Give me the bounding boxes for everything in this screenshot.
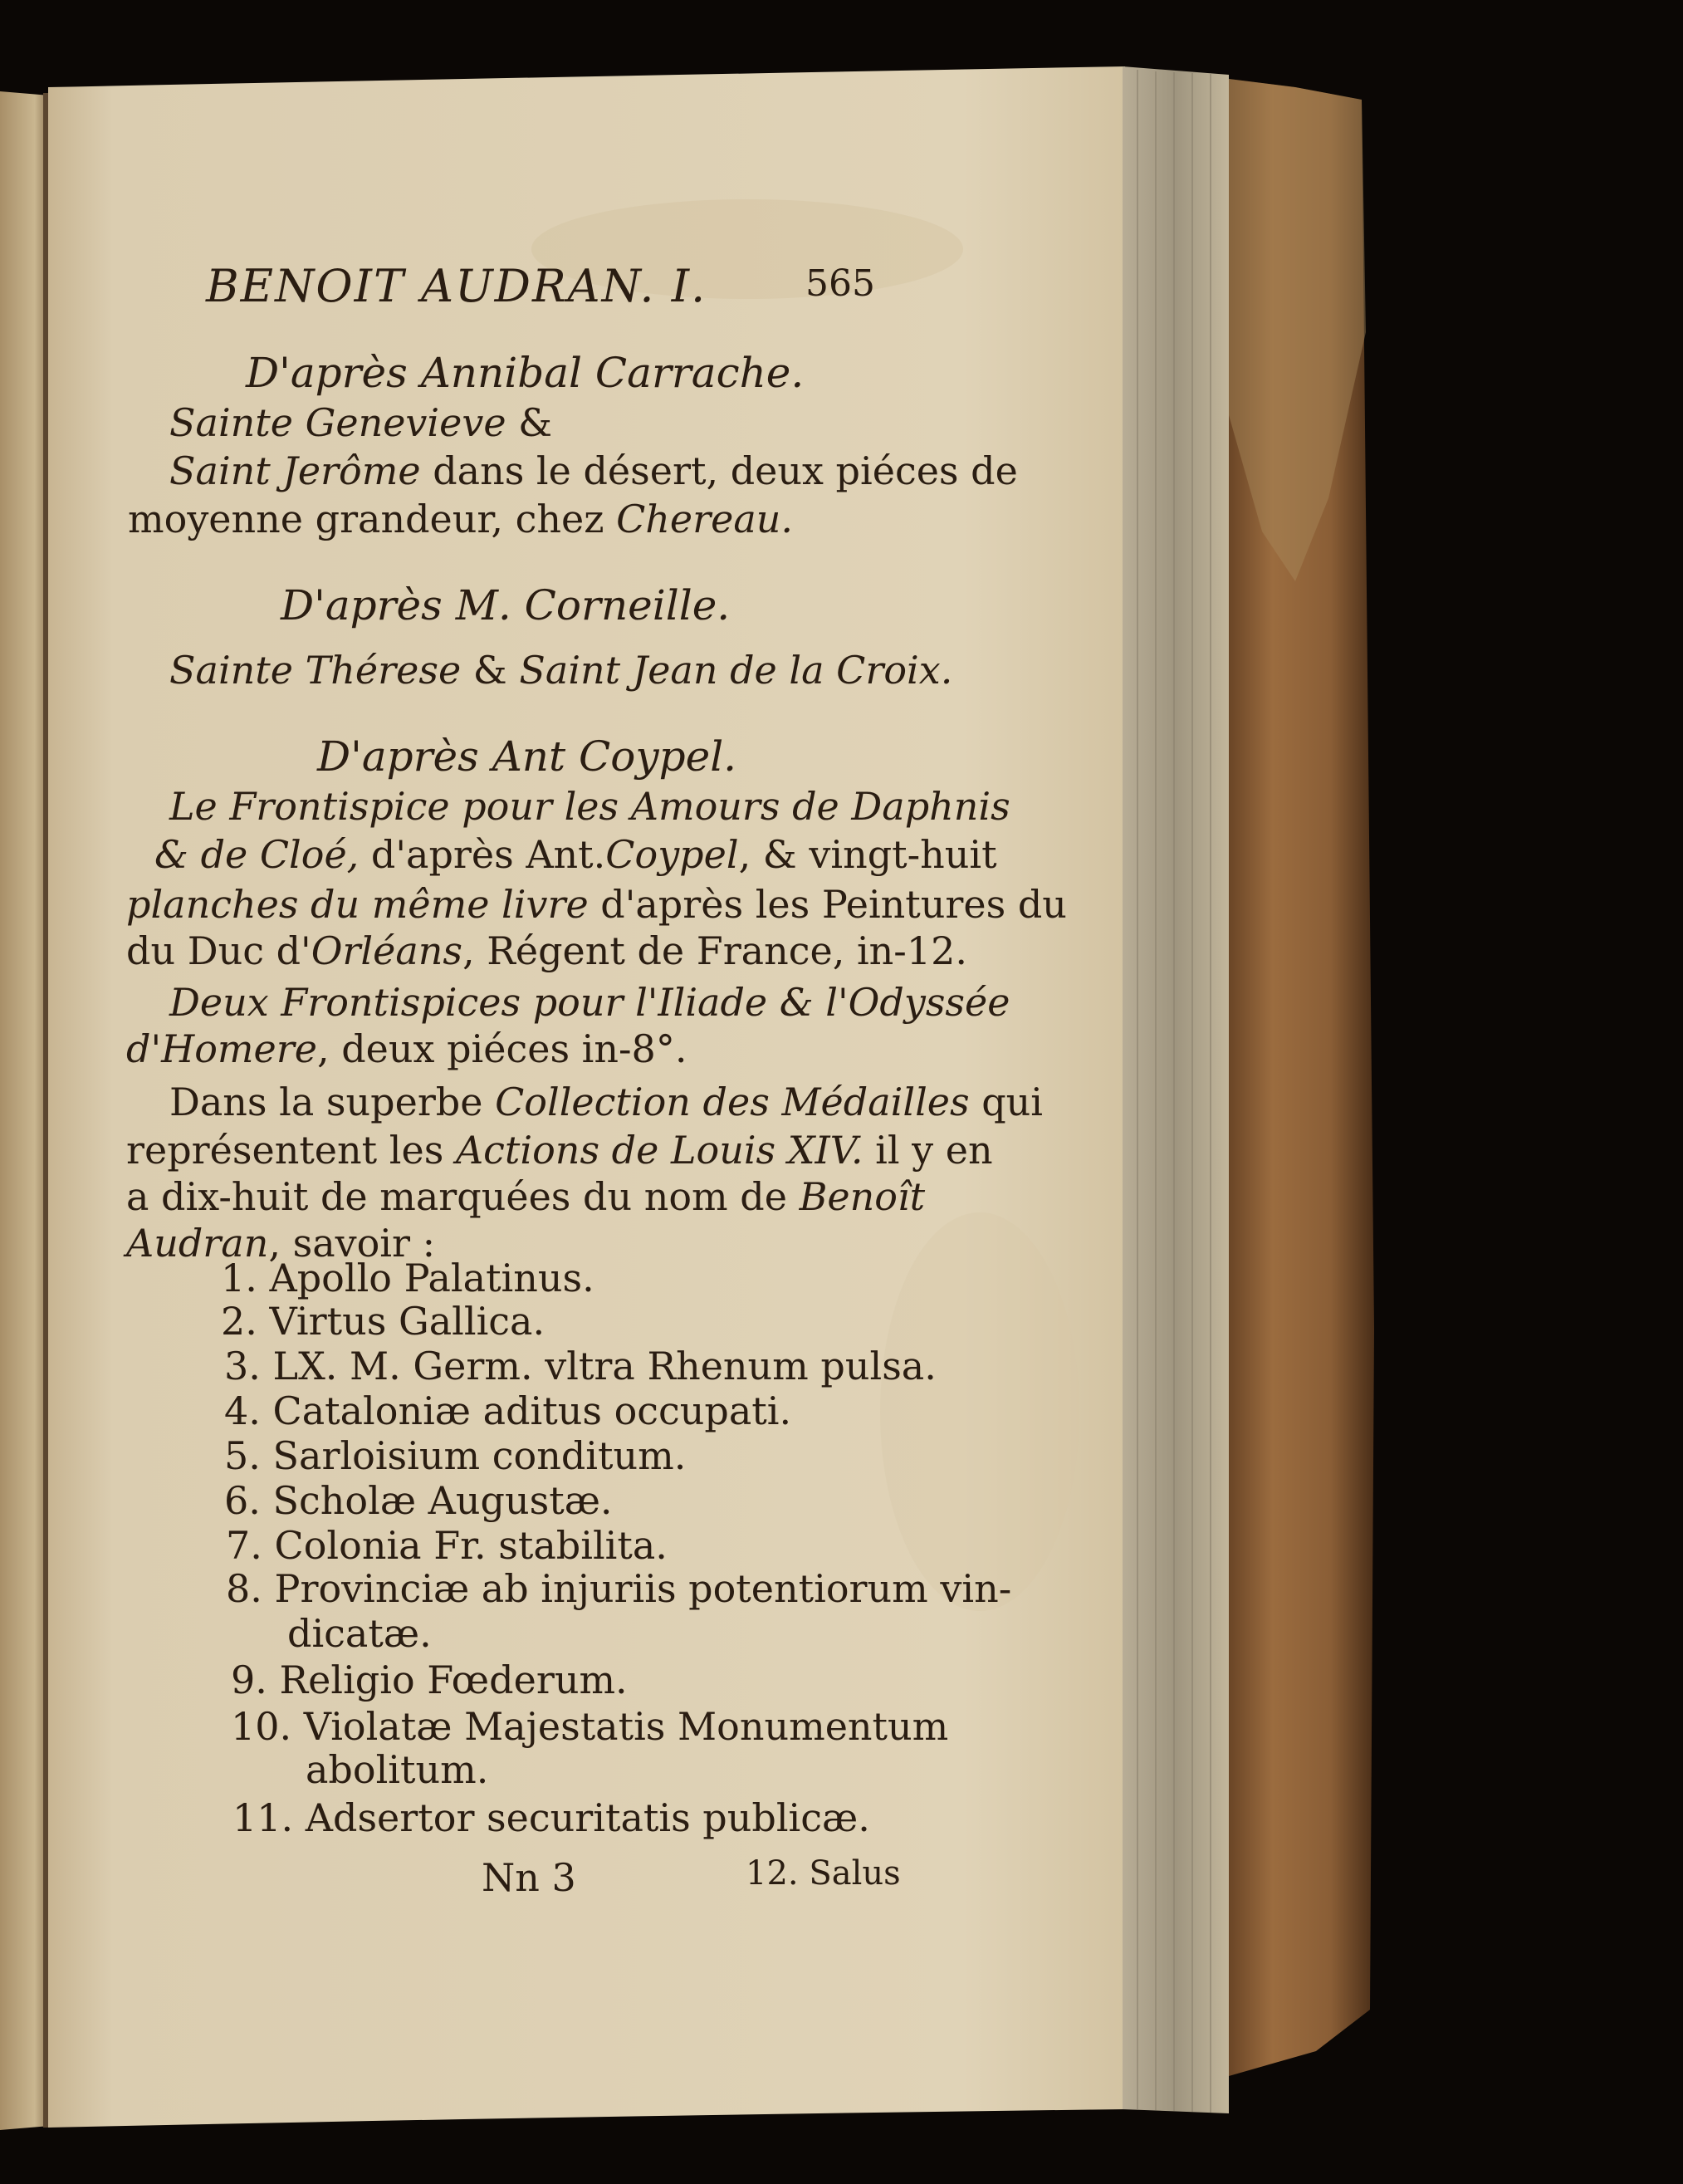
list-text: Apollo Palatinus.: [269, 1256, 594, 1300]
text-roman: &: [506, 400, 553, 445]
list-item: [221, 1299, 546, 1344]
list-text: Violatæ Majestatis Monumentum: [303, 1704, 949, 1749]
text-roman: , & vingt-huit: [738, 832, 997, 877]
text-roman: d'après Ant.: [359, 832, 606, 877]
text-italic: planches du même livre: [126, 882, 589, 927]
list-item: [231, 1704, 949, 1749]
list-item-continuation: abolitum.: [306, 1747, 489, 1792]
text-italic: Sainte Thérese: [169, 648, 462, 693]
text-line: [126, 1026, 687, 1071]
text-italic: & de Cloé,: [154, 832, 360, 877]
text-line: [126, 1128, 993, 1173]
list-number: 8.: [226, 1566, 262, 1611]
text-roman: d'après les Peintures du: [588, 882, 1067, 927]
text-run: [169, 448, 1018, 493]
text-line: [169, 448, 1018, 493]
list-text: Scholæ Augustæ.: [272, 1478, 613, 1523]
list-item: [224, 1344, 937, 1388]
text-roman: moyenne grandeur, chez: [128, 497, 617, 541]
text-line: [154, 832, 997, 877]
text-italic: Sainte Genevieve: [169, 400, 506, 445]
text-line: [128, 497, 793, 541]
list-item-continuation: dicatæ.: [287, 1611, 432, 1656]
text-line: [126, 1174, 926, 1219]
list-number: 3.: [224, 1344, 261, 1388]
list-number: 2.: [221, 1299, 257, 1344]
signature-mark: Nn 3: [482, 1855, 576, 1900]
list-number: 1.: [221, 1256, 257, 1300]
list-number: 7.: [226, 1523, 262, 1568]
text-roman: , savoir :: [268, 1221, 436, 1266]
list-item: [224, 1433, 687, 1478]
section-heading: D'après Annibal Carrache.: [246, 349, 805, 397]
section-heading: D'après Ant Coypel.: [317, 732, 737, 781]
catchword: 12. Salus: [746, 1854, 901, 1893]
list-number: 5.: [224, 1433, 261, 1478]
text-italic: Saint Jerôme: [169, 448, 421, 493]
list-item: [232, 1795, 870, 1840]
text-line: [169, 784, 1010, 829]
text-line: [169, 1080, 1044, 1124]
list-text: Colonia Fr. stabilita.: [274, 1523, 668, 1568]
text-italic: Orléans: [311, 928, 462, 973]
list-text: Sarloisium conditum.: [272, 1433, 687, 1478]
text-italic: Chereau.: [616, 497, 793, 541]
text-roman: &: [461, 648, 520, 693]
text-line: [169, 980, 1010, 1025]
list-number: 4.: [224, 1388, 261, 1433]
text-italic: Le Frontispice pour les Amours de Daphnis: [169, 784, 1010, 829]
list-text: Provinciæ ab injuriis potentiorum vin-: [274, 1566, 1012, 1611]
list-number: 11.: [232, 1795, 294, 1840]
running-title: BENOIT AUDRAN. I.: [206, 260, 707, 312]
list-number: 10.: [231, 1704, 292, 1749]
text-line: [169, 400, 553, 445]
list-text: LX. M. Germ. vltra Rhenum pulsa.: [272, 1344, 937, 1388]
text-roman: il y en: [863, 1128, 993, 1173]
text-line: [126, 928, 968, 973]
text-italic: Coypel: [605, 832, 739, 877]
text-line: [126, 882, 1067, 927]
text-roman: du Duc d': [126, 928, 311, 973]
text-italic: Audran: [126, 1221, 269, 1266]
list-number: 9.: [231, 1658, 267, 1702]
text-roman: a dix-huit de marquées du nom de: [126, 1174, 800, 1219]
text-italic: Actions de Louis XIV.: [455, 1128, 864, 1173]
list-item: [226, 1566, 1012, 1611]
list-item: [224, 1478, 613, 1523]
list-text: Adsertor securitatis publicæ.: [305, 1795, 870, 1840]
text-roman: , Régent de France, in-12.: [462, 928, 968, 973]
list-item: [231, 1658, 628, 1702]
text-italic: Collection des Médailles: [495, 1080, 970, 1124]
list-number: 6.: [224, 1478, 261, 1523]
text-line: [169, 648, 953, 693]
text-roman: qui: [969, 1080, 1044, 1124]
text-roman: , deux piéces in-8°.: [316, 1026, 687, 1071]
list-item: [226, 1523, 668, 1568]
page-number: 565: [805, 262, 875, 305]
text-italic: Saint Jean de la Croix.: [519, 648, 953, 693]
section-heading: D'après M. Corneille.: [281, 581, 731, 629]
text-italic: d'Homere: [126, 1026, 317, 1071]
list-text: Virtus Gallica.: [269, 1299, 546, 1344]
list-item: [221, 1256, 594, 1300]
text-roman: dans le désert, deux piéces de: [420, 448, 1018, 493]
list-text: Religio Fœderum.: [279, 1658, 628, 1702]
text-roman: Dans la superbe: [169, 1080, 496, 1124]
list-item: [224, 1388, 792, 1433]
text-roman: représentent les: [126, 1128, 456, 1173]
text-italic: Benoît: [799, 1174, 926, 1219]
text-italic: Deux Frontispices pour l'Iliade & l'Odyssée: [169, 980, 1010, 1025]
list-text: Cataloniæ aditus occupati.: [272, 1388, 792, 1433]
